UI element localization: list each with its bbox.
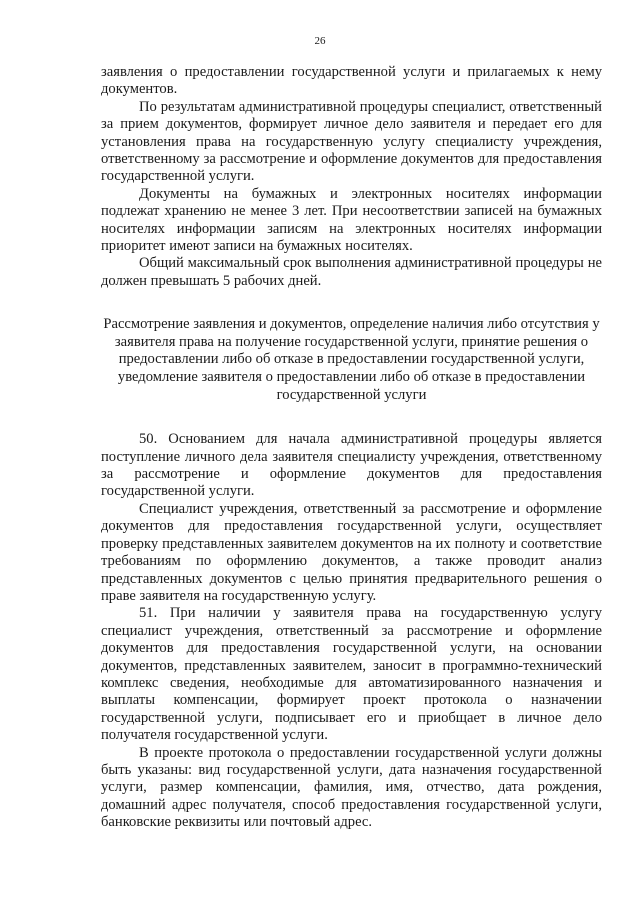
paragraph-protocol-contents: В проекте протокола о предоставлении государственной услуги должны быть указаны: вид государственной услуги, дата назначения государственной услуги, размер компенсации, фамилия, имя, отчество, дата рождения, домашний адрес получателя, способ предоставления государственной услуги, банковские реквизиты или почтовый адрес. xyxy=(101,744,602,831)
paragraph-personal-file: По результатам административной процедуры специалист, ответственный за прием документов, формирует личное дело заявителя и передает его для установления права на государственную услугу специалисту учреждения, ответственному за рассмотрение и оформление документов для предоставления государственной услуги. xyxy=(101,98,602,185)
document-body xyxy=(101,64,602,832)
paragraph-specialist-review: Специалист учреждения, ответственный за рассмотрение и оформление документов для предоставления государственной услуги, осуществляет проверку представленных заявителем документов на их полноту и соответствие требованиям по оформлению документов, а также проводит анализ представленных документов с целью принятия предварительного решения о праве заявителя на государственную услугу. xyxy=(101,500,602,604)
page-number: 26 xyxy=(314,35,326,47)
paragraph-item-51: 51. При наличии у заявителя права на государственную услугу специалист учреждения, ответственный за рассмотрение и оформление документов для предоставления государственной услуги, на основании документов, представленных заявителем, заносит в программно-технический комплекс сведения, необходимые для автоматизированного назначения и выплаты компенсации, формирует проект протокола о назначении государственной услуги, подписывает его и приобщает в личное дело получателя государственной услуги. xyxy=(101,605,602,744)
paragraph-continuation: заявления о предоставлении государственной услуги и прилагаемых к нему документов. xyxy=(101,64,602,98)
section-heading: Рассмотрение заявления и документов, определение наличия либо отсутствия у заявителя права на получение государственной услуги, принятие решения о предоставлении либо об отказе в предоставлении государственной услуги, уведомление заявителя о предоставлении либо об отказе в предоставлении государственной услуги xyxy=(103,316,600,403)
paragraph-max-duration: Общий максимальный срок выполнения административной процедуры не должен превышать 5 рабочих дней. xyxy=(101,255,602,289)
heading-spacer xyxy=(101,404,602,431)
paragraph-storage-period: Документы на бумажных и электронных носителях информации подлежат хранению не менее 3 лет. При несоответствии записей на бумажных носителях информации записям на электронных носителях информации приоритет имеют записи на бумажных носителях. xyxy=(101,185,602,255)
paragraph-item-50: 50. Основанием для начала административной процедуры является поступление личного дела заявителя специалисту учреждения, ответственному за рассмотрение и оформление документов для предоставления государственной услуги. xyxy=(101,431,602,500)
